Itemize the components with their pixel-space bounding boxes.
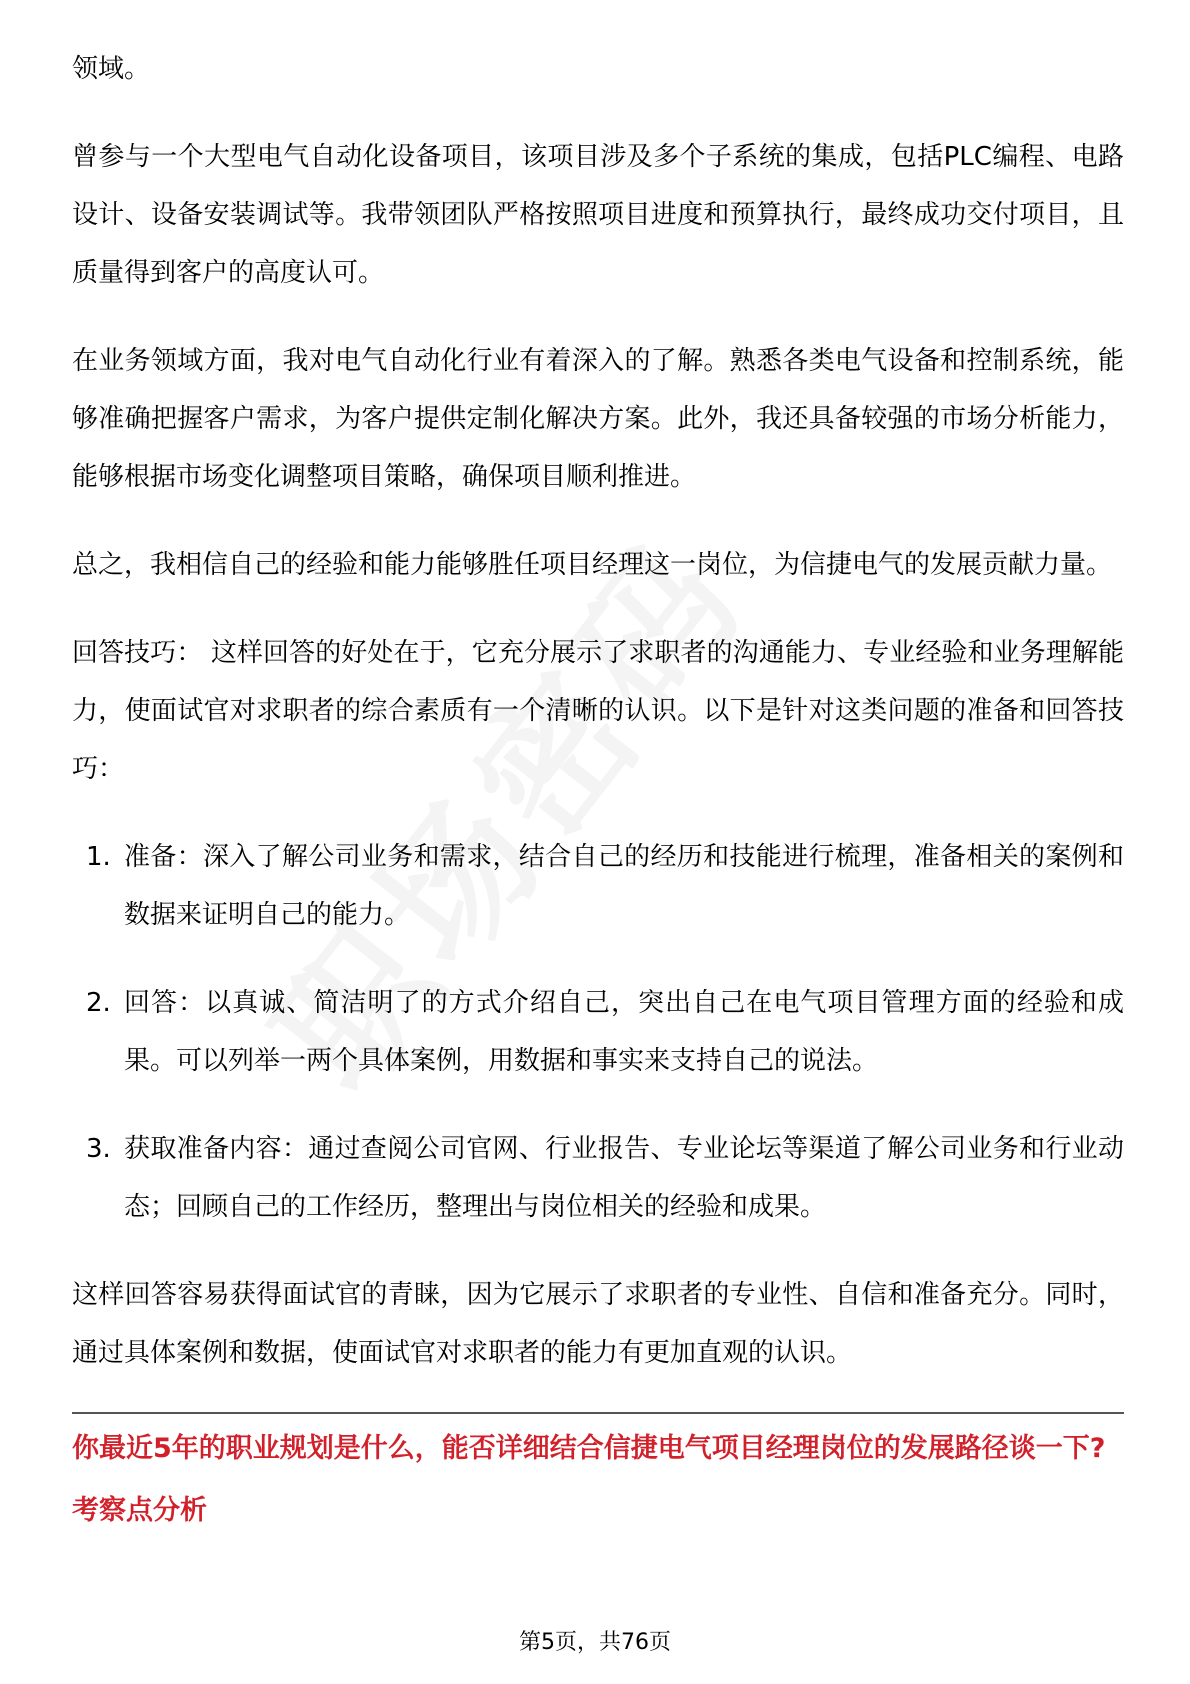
tips-list — [72, 828, 1124, 1236]
paragraph-business-domain: 在业务领域方面，我对电气自动化行业有着深入的了解。熟悉各类电气设备和控制系统，能够准确把握客户需求，为客户提供定制化解决方案。此外，我还具备较强的市场分析能力，能够根据市场变化调整项目策略，确保项目顺利推进。 — [72, 346, 1124, 492]
list-item-number: 2. — [86, 988, 111, 1018]
document-page — [72, 40, 1124, 1530]
section-heading: 考察点分析 — [72, 1495, 207, 1526]
list-item-text: 准备：深入了解公司业务和需求，结合自己的经历和技能进行梳理，准备相关的案例和数据来证明自己的能力。 — [124, 842, 1124, 930]
list-item-number: 1. — [86, 842, 111, 872]
next-question-heading: 你最近5年的职业规划是什么，能否详细结合信捷电气项目经理岗位的发展路径谈一下? — [72, 1433, 1106, 1464]
paragraph-project-experience: 曾参与一个大型电气自动化设备项目，该项目涉及多个子系统的集成，包括PLC编程、电路设计、设备安装调试等。我带领团队严格按照项目进度和预算执行，最终成功交付项目，且质量得到客户的高度认可。 — [72, 142, 1124, 288]
list-item — [72, 1120, 1124, 1236]
paragraph-summary: 总之，我相信自己的经验和能力能够胜任项目经理这一岗位，为信捷电气的发展贡献力量。 — [72, 550, 1113, 580]
list-item — [72, 974, 1124, 1090]
paragraph-closing: 这样回答容易获得面试官的青睐，因为它展示了求职者的专业性、自信和准备充分。同时，通过具体案例和数据，使面试官对求职者的能力有更加直观的认识。 — [72, 1280, 1124, 1368]
paragraph-answer-tips: 回答技巧： 这样回答的好处在于，它充分展示了求职者的沟通能力、专业经验和业务理解能力，使面试官对求职者的综合素质有一个清晰的认识。以下是针对这类问题的准备和回答技巧： — [72, 638, 1124, 784]
page-footer: 第5页，共76页 — [519, 1630, 671, 1655]
list-item — [72, 828, 1124, 944]
paragraph-continuation: 领域。 — [72, 54, 151, 84]
list-item-number: 3. — [86, 1134, 111, 1164]
section-divider — [72, 1412, 1124, 1414]
list-item-text: 获取准备内容：通过查阅公司官网、行业报告、专业论坛等渠道了解公司业务和行业动态；回顾自己的工作经历，整理出与岗位相关的经验和成果。 — [124, 1134, 1124, 1222]
list-item-text: 回答：以真诚、简洁明了的方式介绍自己，突出自己在电气项目管理方面的经验和成果。可以列举一两个具体案例，用数据和事实来支持自己的说法。 — [124, 988, 1124, 1076]
